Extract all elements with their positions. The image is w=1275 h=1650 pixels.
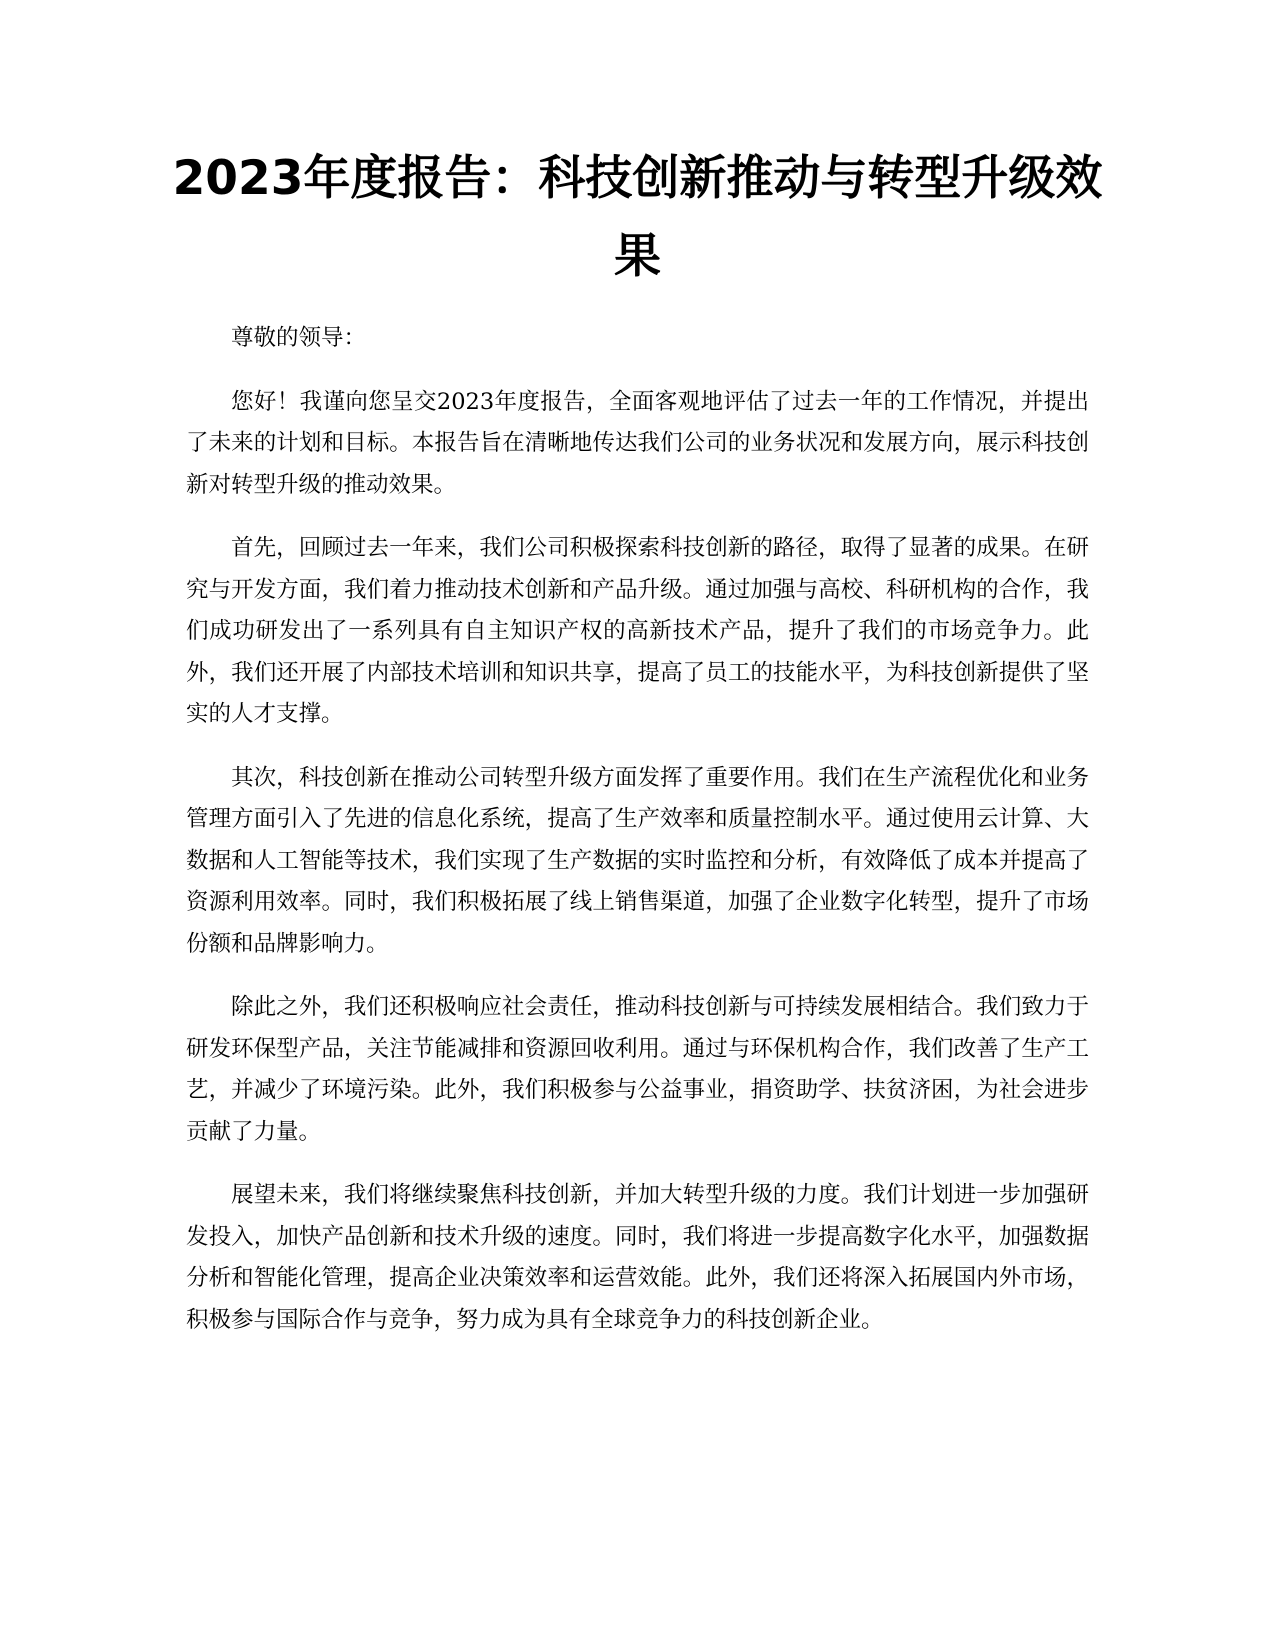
document-title: 2023年度报告：科技创新推动与转型升级效果 [172,151,1103,284]
paragraph-greeting: 您好！我谨向您呈交2023年度报告，全面客观地评估了过去一年的工作情况，并提出了未来的计划和目标。本报告旨在清晰地传达我们公司的业务状况和发展方向，展示科技创新对转型升级的推动效果。 [186,388,1089,498]
document-body [186,318,1089,1363]
paragraph-social-responsibility: 除此之外，我们还积极响应社会责任，推动科技创新与可持续发展相结合。我们致力于研发环保型产品，关注节能减排和资源回收利用。通过与环保机构合作，我们改善了生产工艺，并减少了环境污染。此外，我们积极参与公益事业，捐资助学、扶贫济困，为社会进步贡献了力量。 [186,994,1089,1145]
salutation: 尊敬的领导： [231,325,367,351]
paragraph-outlook: 展望未来，我们将继续聚焦科技创新，并加大转型升级的力度。我们计划进一步加强研发投入，加快产品创新和技术升级的速度。同时，我们将进一步提高数字化水平，加强数据分析和智能化管理，提高企业决策效率和运营效能。此外，我们还将深入拓展国内外市场，积极参与国际合作与竞争，努力成为具有全球竞争力的科技创新企业。 [186,1182,1089,1333]
paragraph-review: 首先，回顾过去一年来，我们公司积极探索科技创新的路径，取得了显著的成果。在研究与开发方面，我们着力推动技术创新和产品升级。通过加强与高校、科研机构的合作，我们成功研发出了一系列具有自主知识产权的高新技术产品，提升了我们的市场竞争力。此外，我们还开展了内部技术培训和知识共享，提高了员工的技能水平，为科技创新提供了坚实的人才支撑。 [186,535,1089,727]
paragraph-transformation: 其次，科技创新在推动公司转型升级方面发挥了重要作用。我们在生产流程优化和业务管理方面引入了先进的信息化系统，提高了生产效率和质量控制水平。通过使用云计算、大数据和人工智能等技术，我们实现了生产数据的实时监控和分析，有效降低了成本并提高了资源利用效率。同时，我们积极拓展了线上销售渠道，加强了企业数字化转型，提升了市场份额和品牌影响力。 [186,764,1089,957]
